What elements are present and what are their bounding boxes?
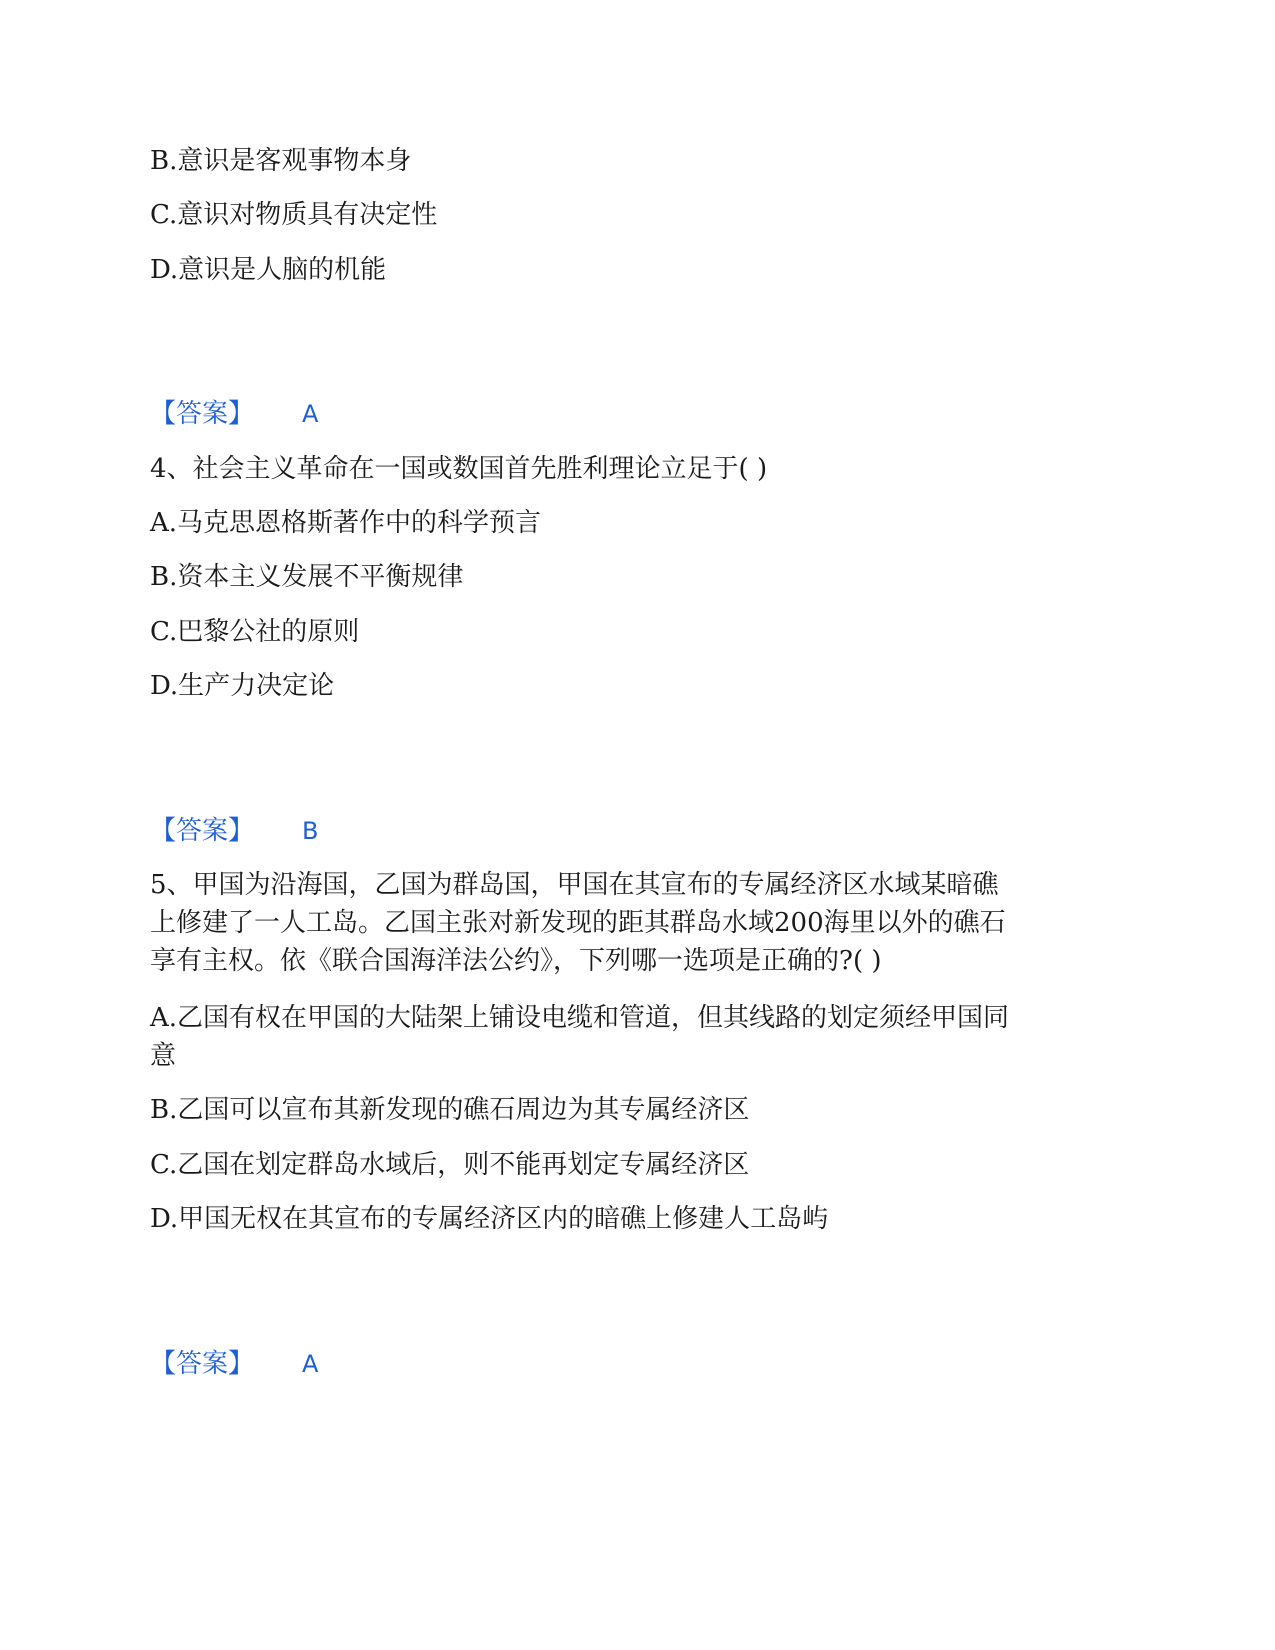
- q4-answer: [150, 812, 318, 850]
- answer-label: 【答案】: [150, 816, 255, 846]
- q4-option-d: D.生产力决定论: [150, 671, 335, 701]
- answer-value: A: [302, 400, 319, 428]
- q3-option-d: D.意识是人脑的机能: [150, 255, 387, 285]
- q5-option-a-line: 意: [150, 1041, 177, 1071]
- q3-option-c: C.意识对物质具有决定性: [150, 200, 438, 230]
- q5-stem: [150, 866, 1110, 980]
- q5-option-a: [150, 999, 1110, 1075]
- q4-stem: 4、社会主义革命在一国或数国首先胜利理论立足于( ): [150, 454, 768, 484]
- answer-value: A: [302, 1350, 319, 1378]
- answer-label: 【答案】: [150, 1349, 255, 1379]
- answer-value: B: [302, 817, 319, 845]
- q5-stem-line: 上修建了一人工岛。乙国主张对新发现的距其群岛水域200海里以外的礁石: [150, 908, 1006, 938]
- q3-answer: [150, 395, 318, 433]
- q4-option-b: B.资本主义发展不平衡规律: [150, 562, 464, 592]
- q5-option-c: C.乙国在划定群岛水域后，则不能再划定专属经济区: [150, 1150, 750, 1180]
- q5-stem-line: 享有主权。依《联合国海洋法公约》，下列哪一选项是正确的?( ): [150, 946, 882, 976]
- q5-answer: [150, 1345, 318, 1383]
- q5-option-a-line: A.乙国有权在甲国的大陆架上铺设电缆和管道，但其线路的划定须经甲国同: [150, 1003, 1010, 1033]
- q5-option-b: B.乙国可以宣布其新发现的礁石周边为其专属经济区: [150, 1095, 750, 1125]
- q5-option-d: D.甲国无权在其宣布的专属经济区内的暗礁上修建人工岛屿: [150, 1204, 829, 1234]
- q4-option-a: A.马克思恩格斯著作中的科学预言: [150, 508, 542, 538]
- q4-option-c: C.巴黎公社的原则: [150, 617, 360, 647]
- q3-option-b: B.意识是客观事物本身: [150, 146, 412, 176]
- q5-stem-line: 5、甲国为沿海国，乙国为群岛国，甲国在其宣布的专属经济区水域某暗礁: [150, 870, 999, 900]
- answer-label: 【答案】: [150, 399, 255, 429]
